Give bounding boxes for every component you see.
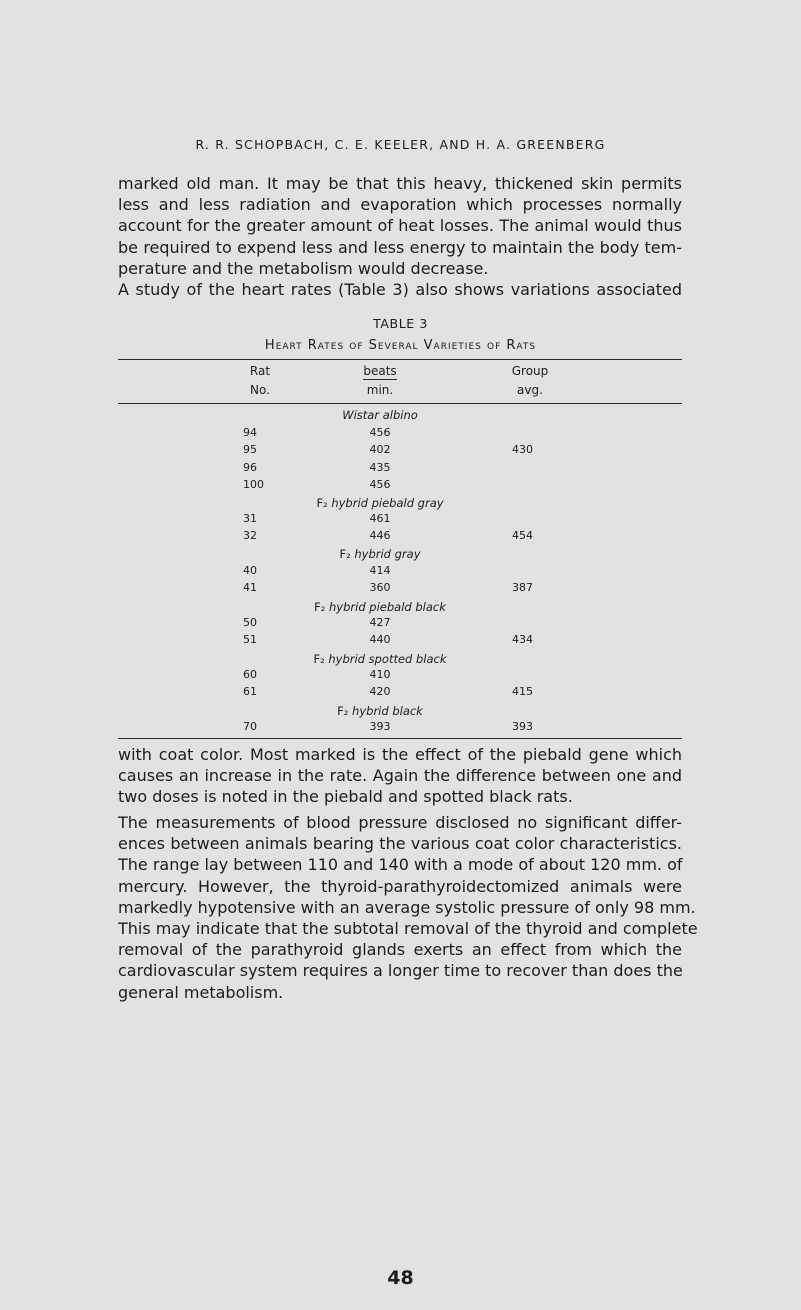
group-prefix: F₂ — [337, 704, 349, 718]
table-top-rule — [118, 359, 682, 360]
group-avg: 454 — [512, 529, 533, 542]
beats-value: 427 — [369, 616, 391, 629]
text-line: less and less radiation and evaporation which processes normally — [118, 195, 682, 215]
text-line: be required to expend less and less energy to maintain the body tem- — [118, 237, 682, 257]
beats-value: 461 — [369, 512, 391, 525]
group-name: hybrid piebald gray — [331, 496, 444, 510]
running-head: R. R. SCHOPBACH, C. E. KEELER, AND H. A. GREENBERG — [195, 137, 606, 152]
group-title — [305, 496, 455, 510]
rat-number: 61 — [243, 685, 257, 698]
rat-number: 95 — [243, 443, 257, 456]
rat-number: 94 — [243, 426, 257, 439]
rat-number: 40 — [243, 564, 257, 577]
header-avg: avg. — [517, 383, 543, 397]
group-prefix: F₂ — [313, 652, 325, 666]
group-avg: 430 — [512, 443, 533, 456]
rat-number: 70 — [243, 720, 257, 733]
text-line: account for the greater amount of heat losses. The animal would thus — [118, 216, 682, 236]
rat-number: 31 — [243, 512, 257, 525]
table-label: TABLE 3 — [373, 316, 428, 331]
text-line: cardiovascular system requires a longer time to recover than does the — [118, 961, 683, 981]
text-line: two doses is noted in the piebald and spotted black rats. — [118, 787, 573, 807]
table-title: Heart Rates of Several Varieties of Rats — [264, 338, 537, 353]
group-prefix: F₂ — [339, 547, 351, 561]
header-beats: beats — [363, 364, 397, 378]
rat-number: 60 — [243, 668, 257, 681]
group-prefix: F₂ — [314, 600, 326, 614]
beats-value: 435 — [369, 461, 391, 474]
text-line: removal of the parathyroid glands exerts an effect from which the — [118, 940, 682, 960]
text-line: markedly hypotensive with an average systolic pressure of only 98 mm. — [118, 897, 696, 917]
text-line: The range lay between 110 and 140 with a mode of about 120 mm. of — [118, 855, 683, 875]
group-name: hybrid gray — [354, 547, 421, 561]
text-line: The measurements of blood pressure disclosed no significant differ- — [118, 813, 682, 832]
group-prefix: F₂ — [316, 496, 328, 510]
text-line: perature and the metabolism would decrease. — [118, 258, 489, 278]
group-avg: 387 — [512, 581, 533, 594]
text-line: This may indicate that the subtotal removal of the thyroid and complete — [118, 919, 698, 939]
group-title — [305, 408, 455, 422]
text-line: causes an increase in the rate. Again the difference between one and — [118, 766, 682, 786]
rat-number: 32 — [243, 529, 257, 542]
text-line: ences between animals bearing the various coat color characteristics. — [118, 834, 682, 854]
rat-number: 96 — [243, 461, 257, 474]
group-name: hybrid spotted black — [328, 652, 447, 666]
header-bottom-rule — [118, 403, 682, 404]
page-number: 48 — [387, 1267, 414, 1289]
rat-number: 41 — [243, 581, 257, 594]
group-title — [305, 704, 455, 718]
rat-number: 50 — [243, 616, 257, 629]
header-min: min. — [366, 383, 394, 397]
beats-value: 414 — [369, 564, 391, 577]
text-line: with coat color. Most marked is the effect of the piebald gene which — [118, 745, 682, 764]
beats-value: 393 — [369, 720, 391, 733]
group-avg: 393 — [512, 720, 533, 733]
rat-number: 51 — [243, 633, 257, 646]
beats-value: 456 — [369, 478, 391, 491]
beats-value: 410 — [369, 668, 391, 681]
beats-value: 456 — [369, 426, 391, 439]
beats-value: 420 — [369, 685, 391, 698]
beats-value: 440 — [369, 633, 391, 646]
rat-number: 100 — [243, 478, 264, 491]
group-name: hybrid piebald black — [329, 600, 446, 614]
text-line: mercury. However, the thyroid-parathyroidectomized animals were — [118, 876, 682, 896]
group-name: hybrid black — [352, 704, 423, 718]
group-avg: 415 — [512, 685, 533, 698]
beats-value: 446 — [369, 529, 391, 542]
paragraph-2 — [118, 744, 682, 808]
text-line: general metabolism. — [118, 982, 284, 1002]
group-title — [305, 600, 455, 614]
table-bottom-rule — [118, 738, 682, 739]
beats-value: 402 — [369, 443, 391, 456]
group-name: Wistar albino — [342, 408, 418, 422]
group-title — [305, 547, 455, 561]
paragraph-1 — [118, 173, 682, 300]
group-title — [305, 652, 455, 666]
beats-value: 360 — [369, 581, 391, 594]
text-line: marked old man. It may be that this heavy, thickened skin permits — [118, 174, 682, 193]
group-avg: 434 — [512, 633, 533, 646]
text-line: A study of the heart rates (Table 3) also shows variations associated — [118, 280, 682, 300]
header-no: No. — [250, 383, 270, 397]
fraction-bar — [363, 379, 397, 380]
header-rat: Rat — [249, 364, 271, 378]
header-group: Group — [511, 364, 549, 378]
paragraph-3 — [118, 812, 698, 1003]
